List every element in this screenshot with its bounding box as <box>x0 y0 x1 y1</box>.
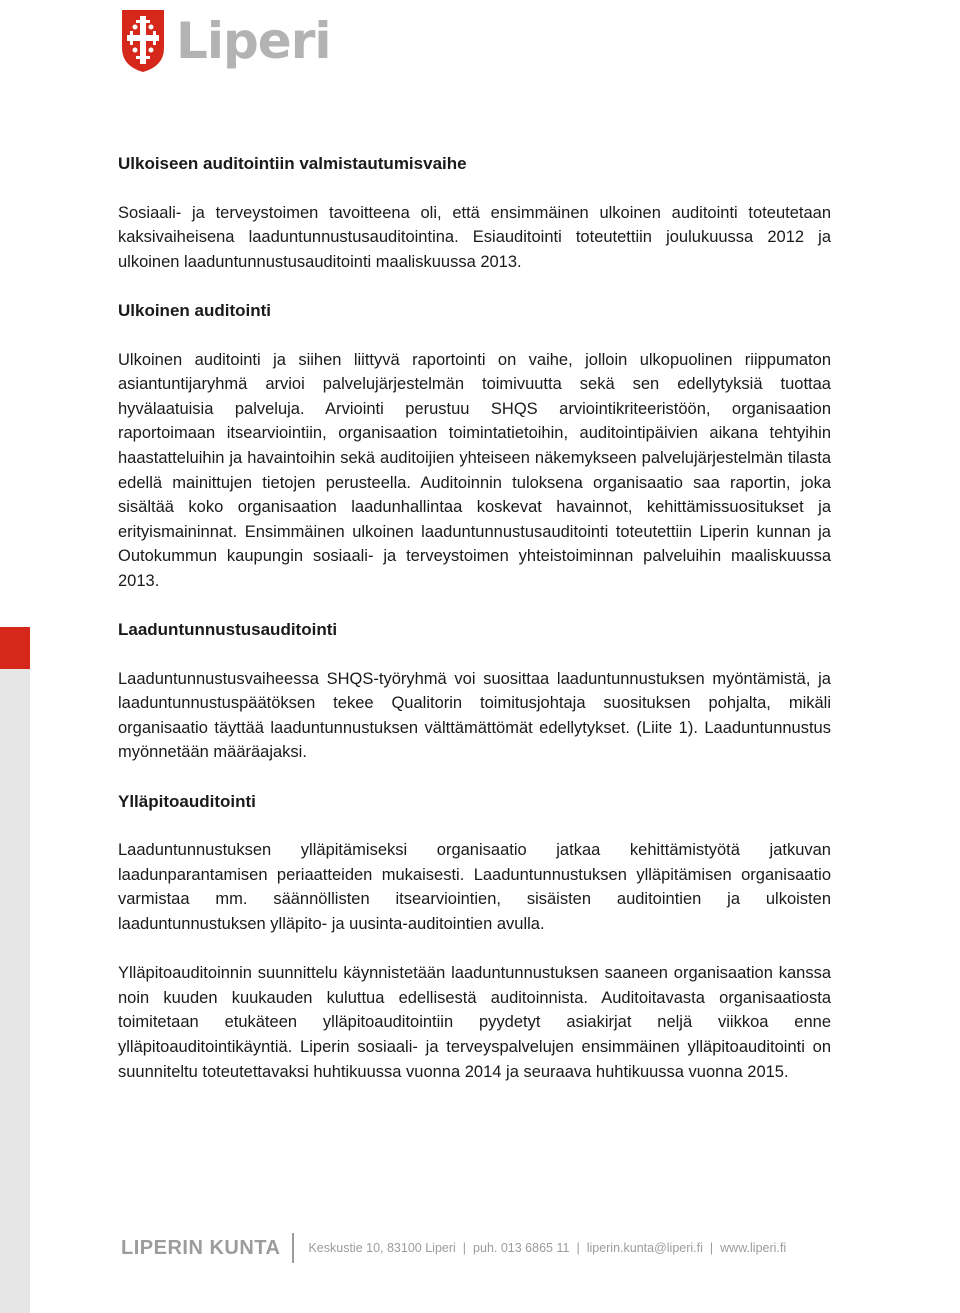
coat-of-arms-icon <box>120 8 166 74</box>
header-logo <box>120 8 331 74</box>
side-decor-accent <box>0 627 30 669</box>
section-heading: Ulkoiseen auditointiin valmistautumisvaihe <box>118 154 467 173</box>
page-footer <box>121 1233 786 1263</box>
logo-wordmark: Liperi <box>176 12 331 70</box>
side-decor-bar <box>0 627 30 1313</box>
section-paragraph: Ylläpitoauditoinnin suunnittelu käynnistetään laaduntunnustuksen saaneen organisaation kanssa noin kuuden kuukauden kuluttua edellisestä auditoinnista. Auditoitavasta organisaatiosta toimitetaan etukäteen ylläpitoauditointiin pyydetyt asiakirjat neljä viikkoa enne ylläpitoauditointikäyntiä. Liperin sosiaali- ja terveyspalvelujen ensimmäinen ylläpitoauditointi on suunniteltu toteutettavaksi huhtikuussa vuonna 2014 ja seuraava huhtikuussa vuonna 2015. <box>118 964 831 1081</box>
footer-divider <box>292 1233 294 1263</box>
section-paragraph: Laaduntunnustuksen ylläpitämiseksi organisaatio jatkaa kehittämistyötä jatkuvan laadunparantamisen periaatteiden mukaisesti. Laaduntunnustuksen ylläpitämisen organisaatio varmistaa mm. säännöllisten itsearviointien, sisäisten auditointien ja ulkoisten laaduntunnustuksen ylläpito- ja uusinta-auditointien avulla. <box>118 841 831 934</box>
section-heading: Ylläpitoauditointi <box>118 791 256 811</box>
footer-address: Keskustie 10, 83100 Liperi <box>308 1241 456 1255</box>
section-paragraph: Laaduntunnustusvaiheessa SHQS-työryhmä voi suosittaa laaduntunnustuksen myöntämistä, ja laaduntunnustuspäätöksen tekee Qualitorin toimitusjohtaja suosituksen pohjalta, mikäli organisaatio täyttää laaduntunnustuksen välttämättömät edellytykset. (Liite 1). Laaduntunnustus myönnetään määräajaksi. <box>118 669 831 762</box>
footer-email: liperin.kunta@liperi.fi <box>586 1241 703 1255</box>
section-paragraph: Sosiaali- ja terveystoimen tavoitteena oli, että ensimmäinen ulkoinen auditointi toteutetaan kaksivaiheisena laaduntunnustusauditointina. Esiauditointi toteutettiin joulukuussa 2012 ja ulkoinen laaduntunnustusauditointi maaliskuussa 2013. <box>118 203 831 271</box>
footer-contact <box>308 1241 786 1255</box>
section-heading: Laaduntunnustusauditointi <box>118 620 338 640</box>
footer-website: www.liperi.fi <box>720 1241 787 1255</box>
footer-phone: puh. 013 6865 11 <box>473 1241 570 1255</box>
footer-separator: | <box>462 1241 467 1255</box>
section-heading: Ulkoinen auditointi <box>118 300 271 320</box>
document-body <box>118 152 831 1084</box>
footer-org-name: LIPERIN KUNTA <box>121 1236 281 1259</box>
footer-separator: | <box>576 1241 580 1255</box>
footer-separator: | <box>709 1241 714 1255</box>
section-paragraph: Ulkoinen auditointi ja siihen liittyvä raportointi on vaihe, jolloin ulkopuolinen riippumaton asiantuntijaryhmä arvioi palvelujärjestelmän toimivuutta sekä sen edellytyksiä tuottaa hyvälaatuisia palveluja. Arviointi perustuu SHQS arviointikriteeristöön, organisaation raportoimaan itsearviointiin, organisaation toimintatietoihin, auditointipäivien aikana tehtyihin haastatteluihin ja havaintoihin sekä auditoijien yhteiseen näkemykseen palvelujärjestelmän tilasta edellä mainittujen tietojen perusteella. Auditoinnin tuloksena organisaatio saa raportin, joka sisältää koko organisaation laadunhallintaa koskevat havainnot, kehittämissuositukset ja erityismaininnat. Ensimmäinen ulkoinen laaduntunnustusauditointi toteutettiin Liperin kunnan ja Outokummun kaupungin sosiaali- ja terveystoimen yhteistoiminnan palveluihin maaliskuussa 2013. <box>118 350 831 590</box>
